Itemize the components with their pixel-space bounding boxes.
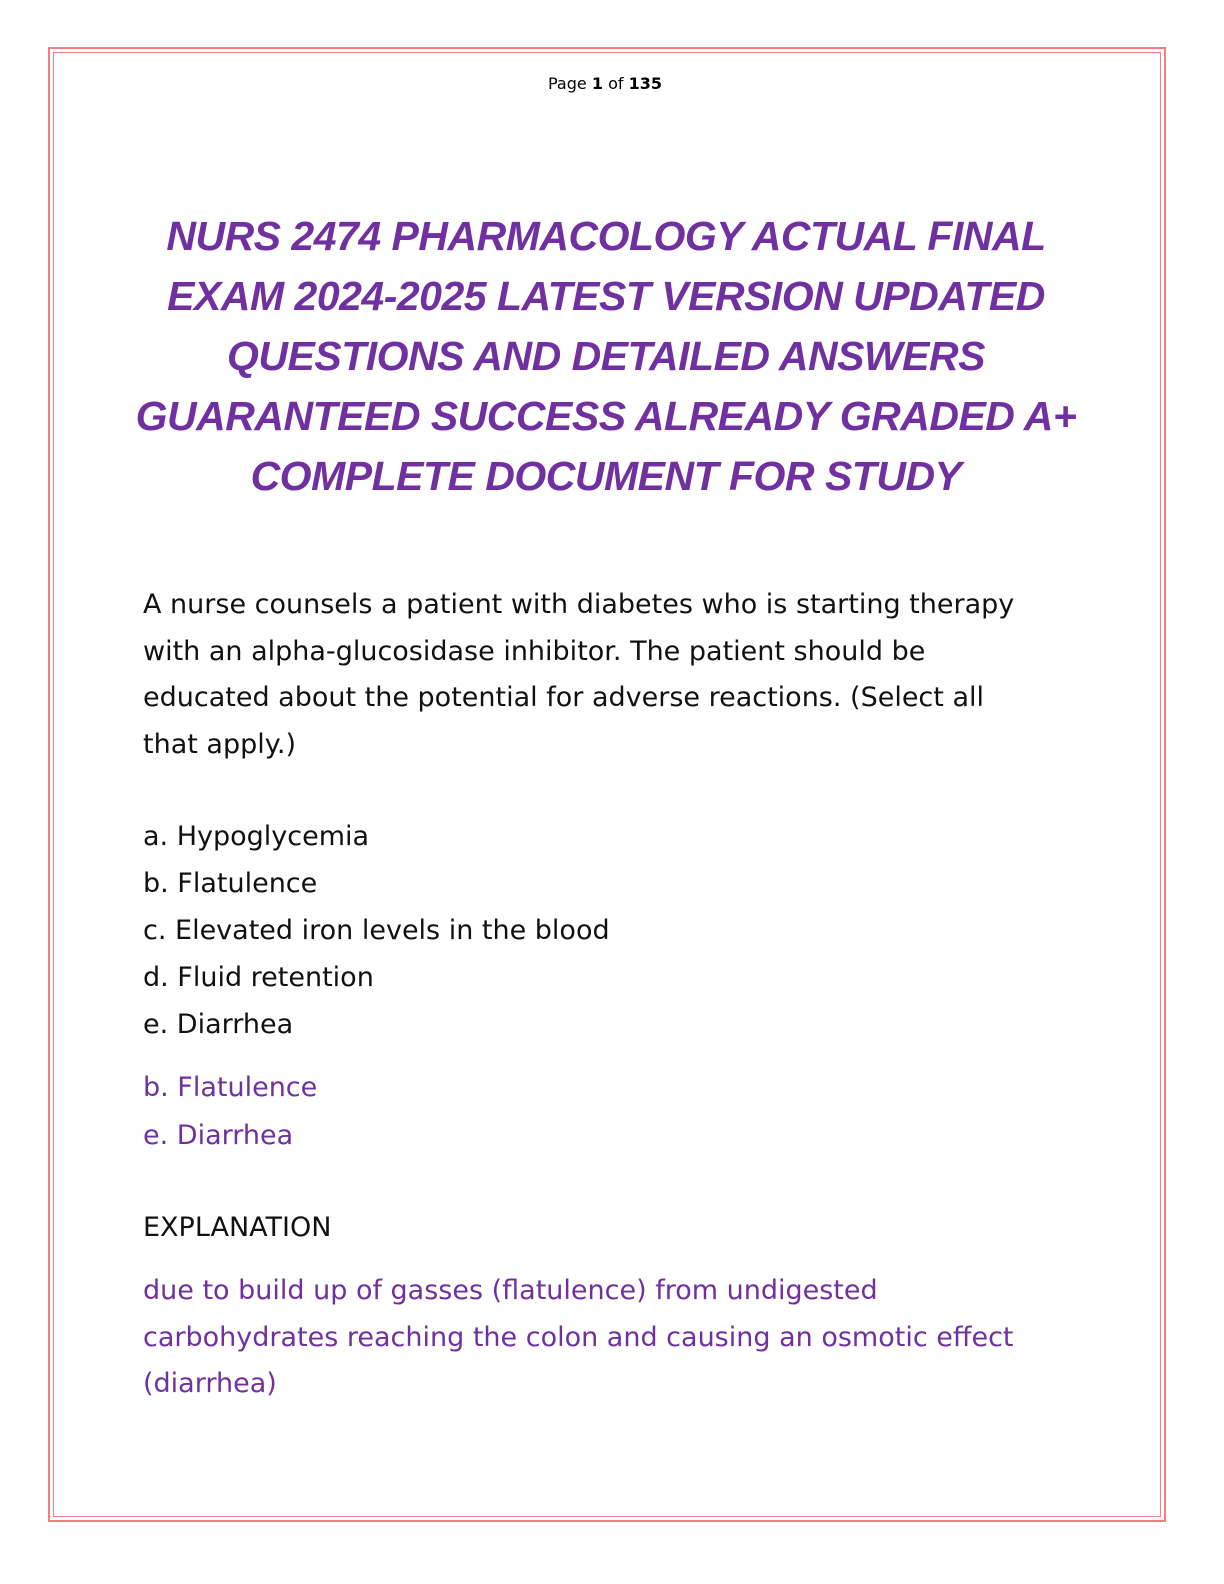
page-prefix: Page: [548, 74, 587, 93]
option-a: a. Hypoglycemia: [143, 821, 370, 852]
explanation-line: carbohydrates reaching the colon and causing an osmotic effect: [143, 1321, 1014, 1353]
question-line: A nurse counsels a patient with diabetes who is starting therapy: [143, 589, 1015, 620]
title-line: NURS 2474 PHARMACOLOGY ACTUAL FINAL: [166, 213, 1046, 259]
page-number: [0, 74, 1210, 93]
explanation-heading: EXPLANATION: [143, 1212, 332, 1243]
question-line: with an alpha-glucosidase inhibitor. The patient should be: [143, 635, 926, 667]
correct-answer: e. Diarrhea: [143, 1120, 294, 1151]
option-c: c. Elevated iron levels in the blood: [143, 915, 610, 946]
option-b: b. Flatulence: [143, 868, 318, 899]
title-line: QUESTIONS AND DETAILED ANSWERS: [227, 333, 985, 379]
answer-options: [143, 813, 1103, 1048]
question-line: that apply.): [143, 728, 296, 760]
title-line: GUARANTEED SUCCESS ALREADY GRADED A+: [135, 393, 1077, 439]
page-current: 1: [591, 74, 603, 93]
document-title: [120, 206, 1092, 506]
page-total: 135: [628, 74, 662, 93]
correct-answer: b. Flatulence: [143, 1072, 318, 1103]
option-d: d. Fluid retention: [143, 962, 374, 993]
title-line: EXAM 2024-2025 LATEST VERSION UPDATED: [167, 273, 1045, 319]
page-of: of: [608, 74, 624, 93]
explanation-line: due to build up of gasses (flatulence) from undigested: [143, 1275, 878, 1306]
title-line: COMPLETE DOCUMENT FOR STUDY: [250, 453, 962, 499]
option-e: e. Diarrhea: [143, 1009, 294, 1040]
question-text: [143, 582, 1103, 768]
correct-answers: [143, 1064, 1103, 1160]
explanation-text: [143, 1268, 1103, 1408]
question-line: educated about the potential for adverse reactions. (Select all: [143, 682, 984, 713]
explanation-line: (diarrhea): [143, 1368, 277, 1399]
